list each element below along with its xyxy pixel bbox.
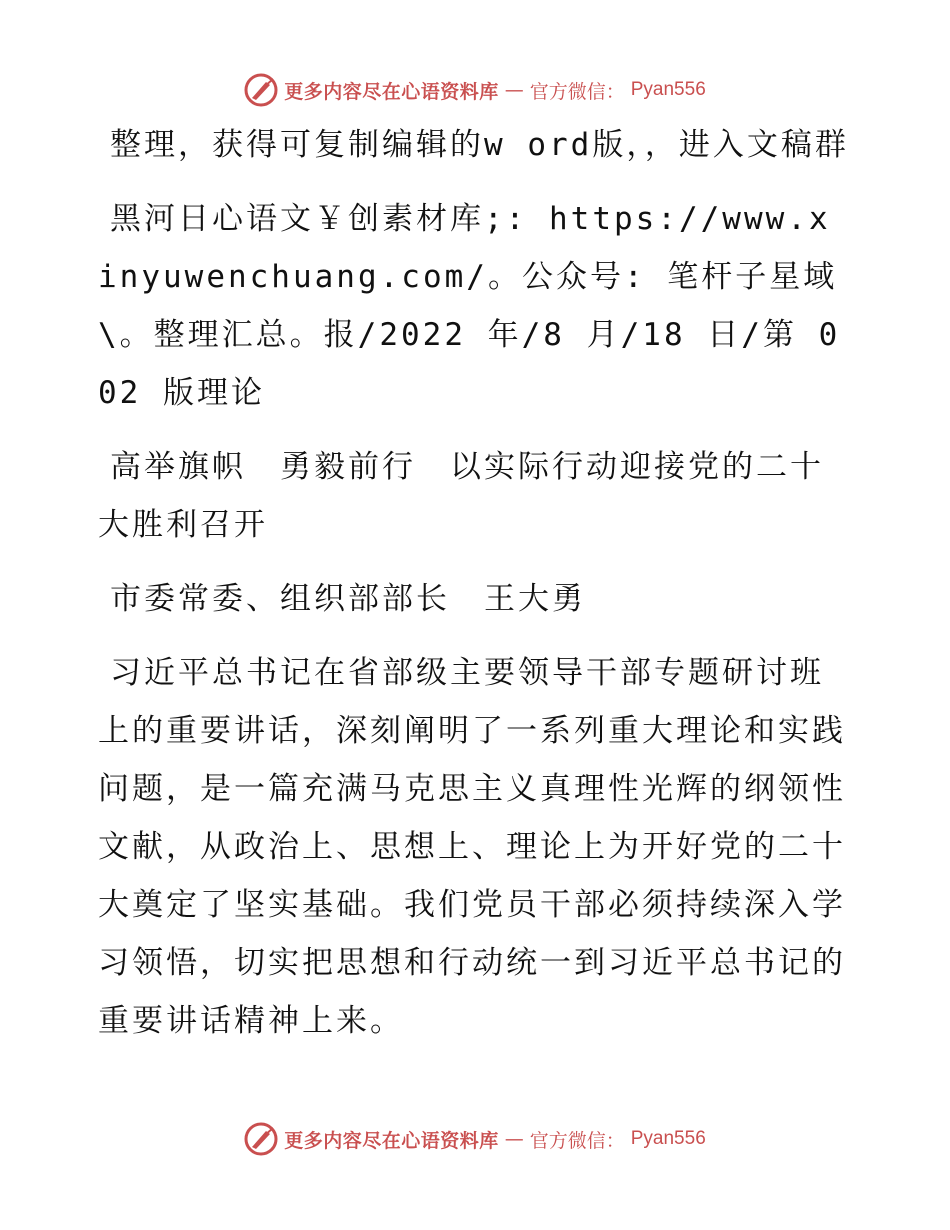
body-paragraph: 习近平总书记在省部级主要领导干部专题研讨班上的重要讲话，深刻阐明了一系列重大理论和实践问题，是一篇充满马克思主义真理性光辉的纲领性文献，从政治上、思想上、理论上为开好党的二十大奠定了坚实基础。我们党员干部必须持续深入学习领悟，切实把思想和行动统一到习近平总书记的重要讲话精神上来。 (98, 655, 846, 1039)
quill-logo-icon (244, 73, 278, 107)
banner-wechat-label: 官方微信： (529, 1129, 625, 1152)
banner-separator: — (504, 1128, 524, 1150)
intro-paragraph: 整理，获得可复制编辑的w ord版，，进入文稿群 (110, 127, 849, 163)
banner-wechat-id: Pyan556 (630, 1128, 706, 1149)
source-paragraph: 黑河日心语文￥创素材库;: https://www.xinyuwenchuang.com/。公众号: 笔杆子星域\。整理汇总。报/2022 年/8 月/18 日/第 002 版理论 (98, 201, 841, 411)
banner-title: 更多内容尽在心语资料库 (284, 80, 499, 103)
quill-logo-icon (244, 1122, 278, 1156)
banner-title: 更多内容尽在心语资料库 (284, 1129, 499, 1152)
article-title: 高举旗帜 勇毅前行 以实际行动迎接党的二十大胜利召开 (98, 449, 824, 543)
banner-separator: — (504, 79, 524, 101)
header-watermark-banner (0, 70, 950, 110)
banner-wechat-id: Pyan556 (630, 79, 706, 100)
article-author: 市委常委、组织部部长 王大勇 (110, 581, 586, 617)
footer-watermark-banner (0, 1119, 950, 1159)
document-body (98, 116, 850, 1066)
banner-wechat-label: 官方微信： (529, 80, 625, 103)
